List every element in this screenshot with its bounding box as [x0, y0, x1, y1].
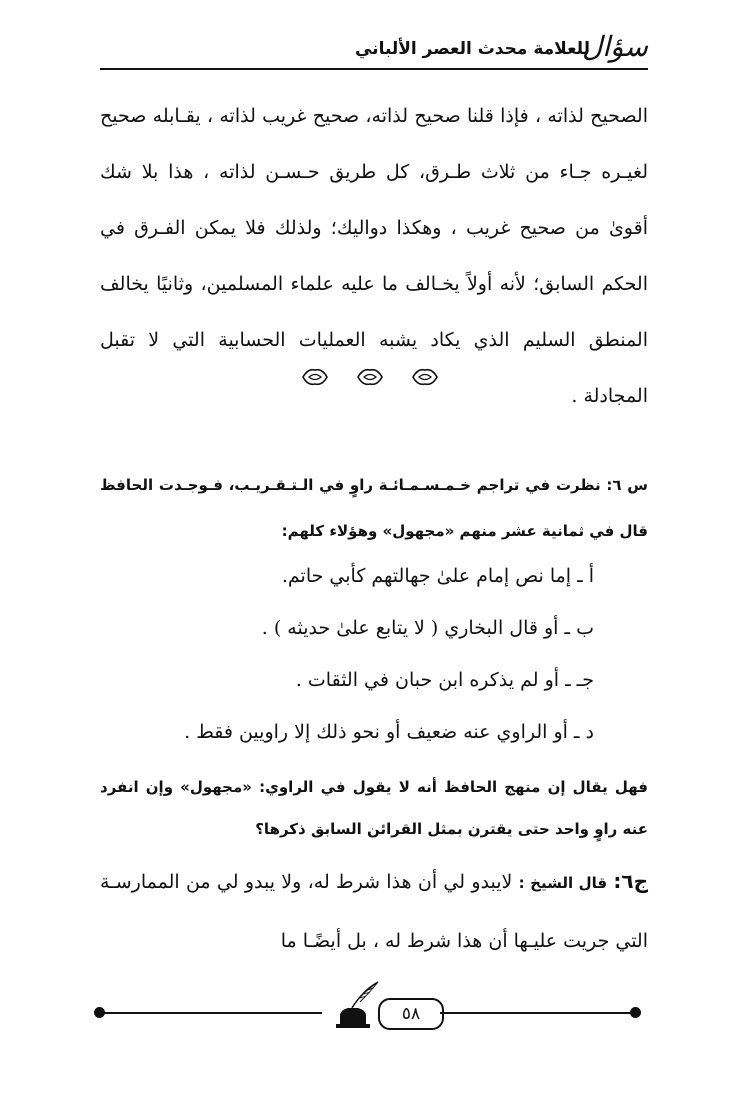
- running-header: [100, 28, 648, 68]
- criteria-list: [100, 552, 648, 760]
- header-rule: [100, 68, 648, 70]
- question-follow: فهل يقال إن منهج الحافظ أنه لا يقول في الراوي: «مجهول» وإن انفرد عنه راوٍ واحد حتى يقترن بمثل القرائن السابق ذكرها؟: [100, 778, 648, 838]
- header-title: للعلامة محدث العصر الألباني: [354, 39, 590, 59]
- page-footer: [90, 980, 650, 1040]
- list-item: أ ـ إما نص إمام علىٰ جهالتهم كأبي حاتم.: [281, 565, 594, 587]
- ornament-center-icon: [355, 365, 385, 389]
- answer-paragraph: [100, 852, 648, 970]
- list-item: جـ ـ أو لم يذكره ابن حبان في الثقات .: [295, 669, 594, 691]
- list-item: د ـ أو الراوي عنه ضعيف أو نحو ذلك إلا راويين فقط .: [184, 721, 594, 743]
- ornament-left-icon: [300, 365, 330, 389]
- page-number: ٥٨: [378, 998, 444, 1030]
- answer-text: لايبدو لي أن هذا شرط له، ولا يبدو لي من الممارسـة التي جريت عليـها أن هذا شرط له ، بل أيضًـا ما: [100, 871, 648, 952]
- question-intro: س ٦: نظرت في تراجم خـمـسـمـائـة راوٍ في الـتـقـريـب، فـوجـدت الحافظ قال في ثمانية عشر منهم «مجهول» وهؤلاء كلهم:: [100, 476, 648, 540]
- answer-speaker: قال الشيخ :: [518, 874, 608, 892]
- footer-rule-left: [100, 1012, 322, 1014]
- answer-label: ج٦:: [613, 869, 649, 893]
- paragraph-intro: الصحيح لذاته ، فإذا قلنا صحيح لذاته، صحيح غريب لذاته ، يقـابله صحيح لغيـره جـاء من ثلاث طـرق، كل طريق حـسـن لذاته ، هذا بلا شك أقوىٰ من صحيح غريب ، وهكذا دواليك؛ ولذلك فلا يمكن الفـرق في الحكم السابق؛ لأنه أولاً يخـالف ما عليه علماء المسلمين، وثانيًا يخالف المنطق السليم الذي يكاد يشبه العمليات الحسابية التي لا تقبل المجادلة .: [100, 105, 648, 407]
- footer-rule-right: [440, 1012, 636, 1014]
- inkwell-quill-icon: [326, 980, 380, 1030]
- header-logo: سؤال: [581, 30, 648, 63]
- footer-dot-right: [630, 1007, 641, 1018]
- ornament-right-icon: [410, 365, 440, 389]
- section-ornaments: [300, 360, 440, 394]
- list-item: ب ـ أو قال البخاري ( لا يتابع علىٰ حديثه ) .: [261, 617, 594, 639]
